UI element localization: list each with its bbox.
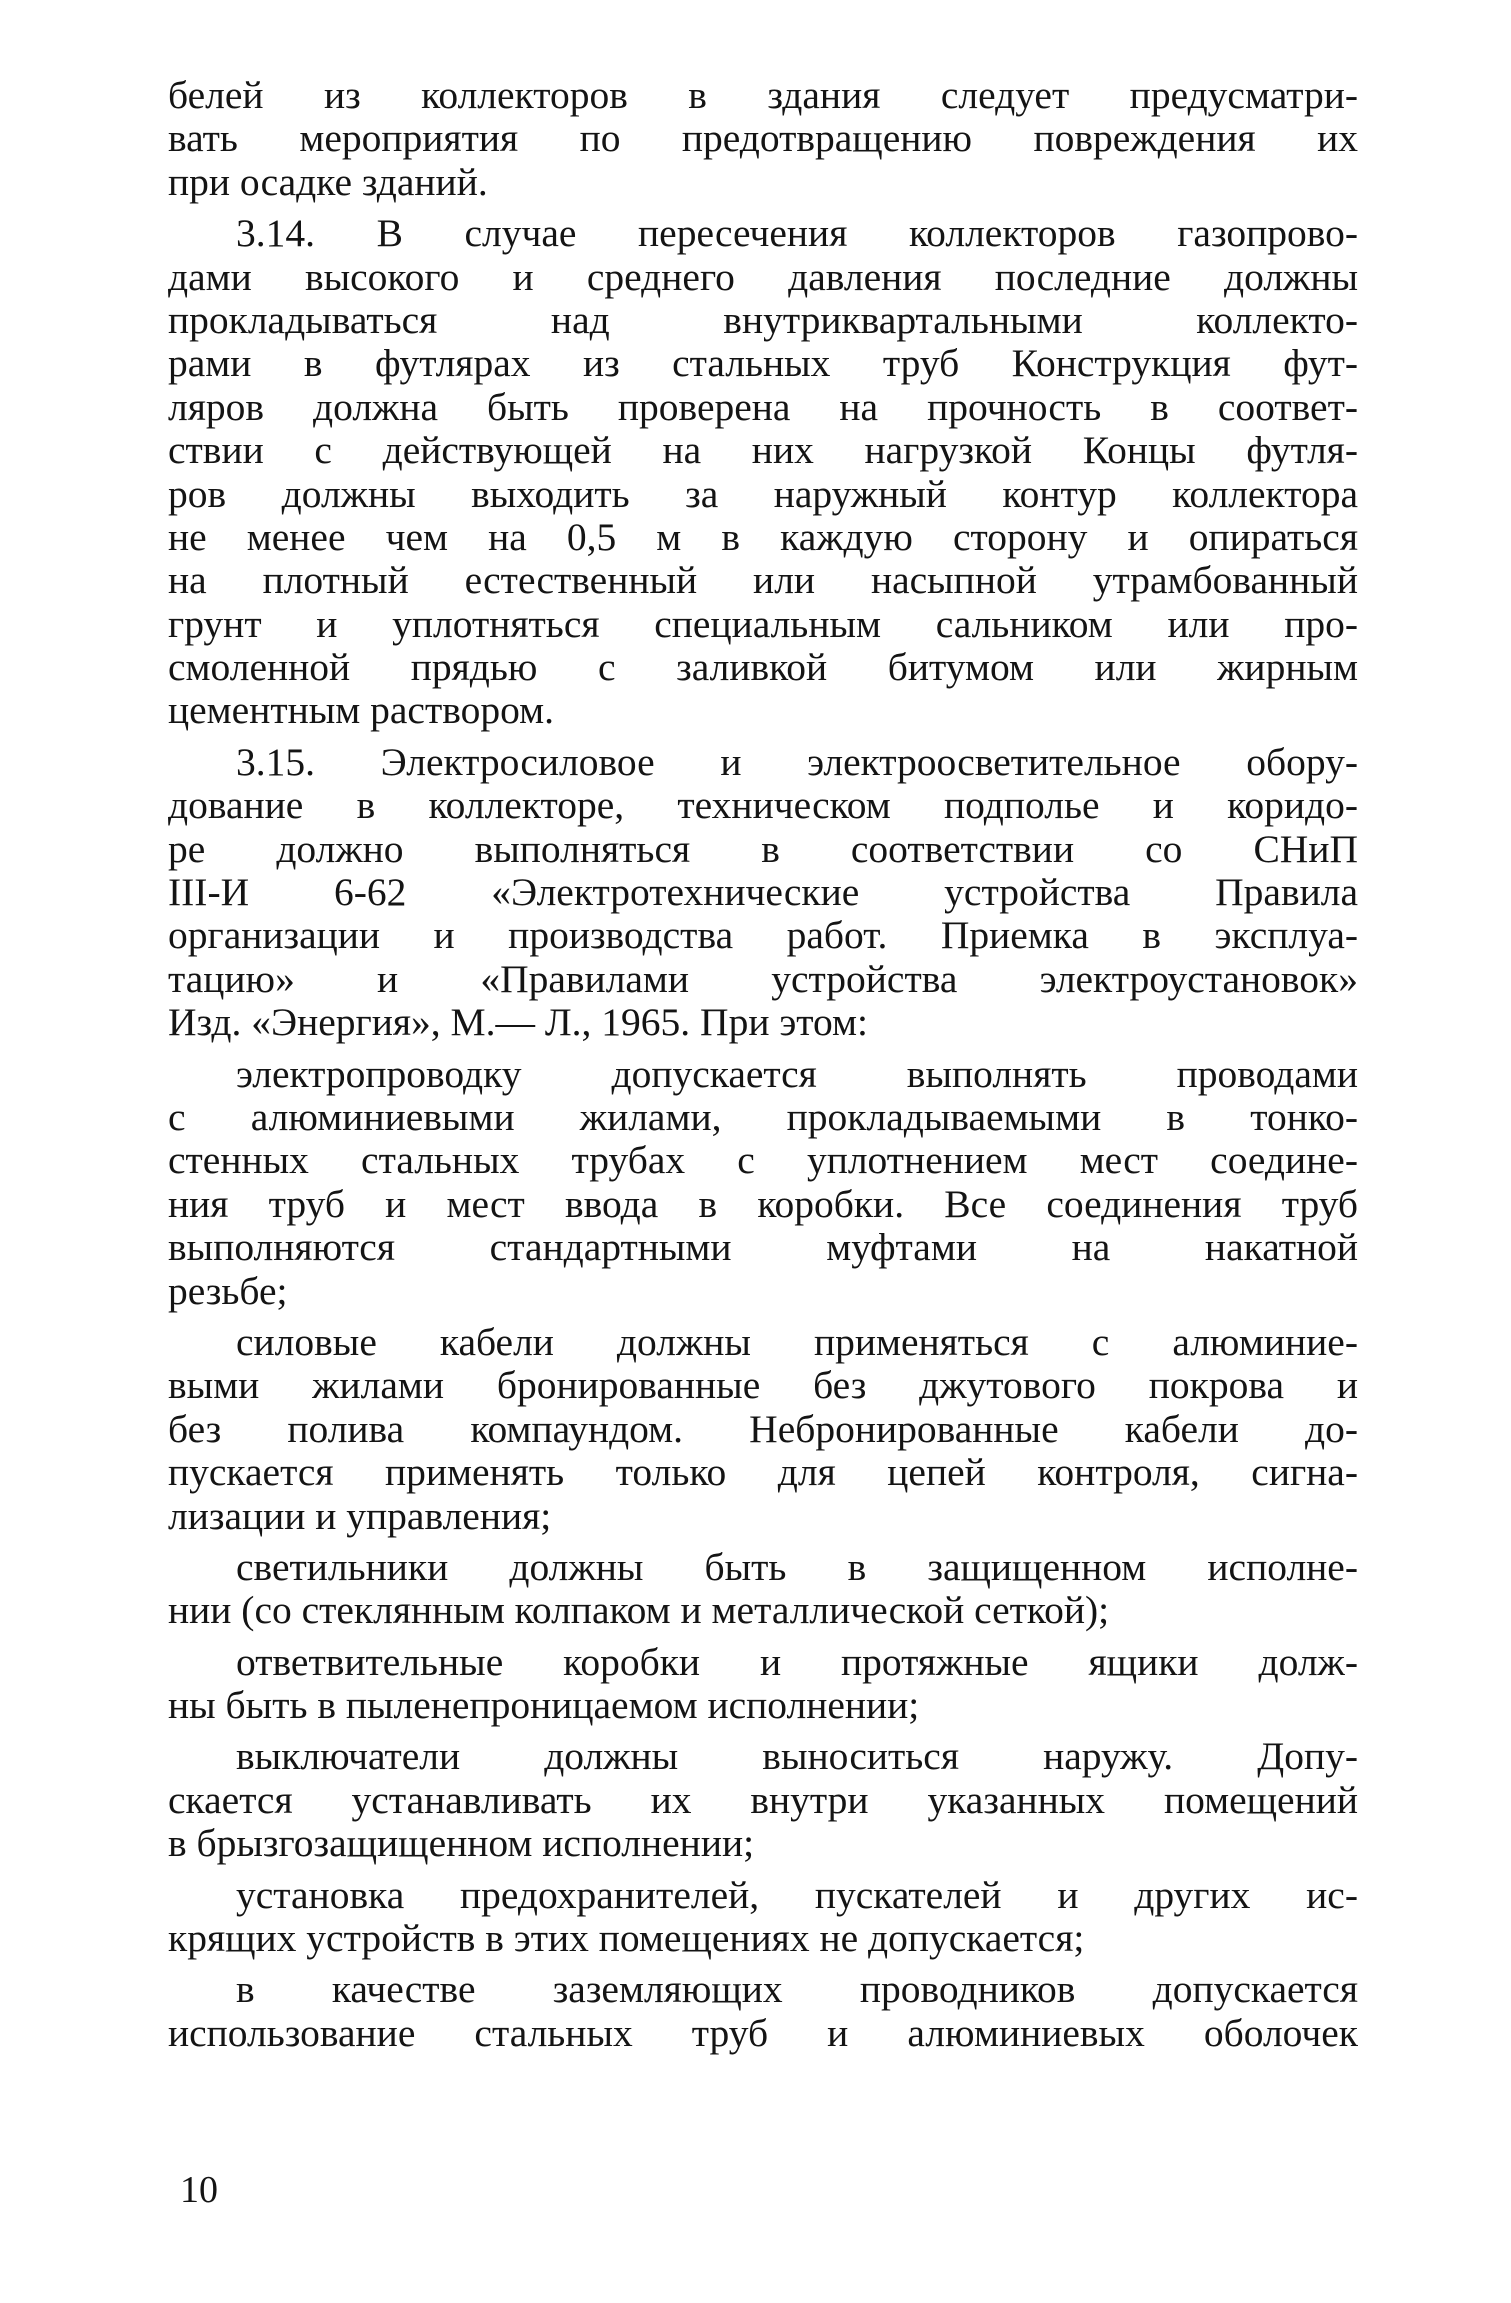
text-line: дование в коллекторе, техническом подполье и коридо- — [168, 783, 1358, 828]
text-line: вать мероприятия по предотвращению повреждения их — [168, 116, 1358, 161]
text-line: выми жилами бронированные без джутового покрова и — [168, 1363, 1358, 1408]
text-line: светильники должны быть в защищенном исполне- — [236, 1544, 1358, 1589]
text-line: ров должны выходить за наружный контур коллектора — [168, 471, 1358, 516]
text-line: цементным раствором. — [168, 688, 554, 733]
section-paragraph — [168, 212, 1358, 733]
page-body-text — [168, 74, 1358, 2055]
text-line: ответвительные коробки и протяжные ящики долж- — [236, 1639, 1358, 1684]
text-line: стенных стальных трубах с уплотнением мест соедине- — [168, 1138, 1358, 1183]
text-line: использование стальных труб и алюминиевых оболочек — [168, 2010, 1358, 2055]
text-line: выполняются стандартными муфтами на накатной — [168, 1225, 1358, 1270]
text-line: крящих устройств в этих помещениях не допускается; — [168, 1916, 1085, 1961]
text-line: резьбе; — [168, 1268, 288, 1313]
text-line: ре должно выполняться в соответствии со СНиП — [168, 826, 1358, 871]
text-line: в качестве заземляющих проводников допускается — [236, 1967, 1358, 2012]
text-line: белей из коллекторов в здания следует предусматри- — [168, 73, 1358, 117]
text-line: смоленной прядью с заливкой битумом или жирным — [168, 645, 1358, 690]
text-line: ны быть в пыленепроницаемом исполнении; — [168, 1683, 920, 1728]
text-line: ляров должна быть проверена на прочность в соответ- — [168, 384, 1358, 429]
paragraph — [168, 74, 1358, 204]
text-line: установка предохранителей, пускателей и других ис- — [236, 1872, 1358, 1917]
text-line: грунт и уплотняться специальным сальником или про- — [168, 601, 1358, 646]
text-line: при осадке зданий. — [168, 159, 488, 204]
text-line: без полива компаундом. Небронированные кабели до- — [168, 1406, 1358, 1451]
text-line: прокладываться над внутриквартальными коллекто- — [168, 297, 1358, 342]
text-line: нии (со стеклянным колпаком и металлической сеткой); — [168, 1588, 1110, 1633]
text-line: скается устанавливать их внутри указанных помещений — [168, 1777, 1358, 1822]
list-item-paragraph — [168, 1735, 1358, 1865]
text-line: ствии с действующей на них нагрузкой Концы футля- — [168, 428, 1358, 473]
text-line: дами высокого и среднего давления последние должны — [168, 254, 1358, 299]
text-line: на плотный естественный или насыпной утрамбованный — [168, 558, 1358, 603]
text-line: Изд. «Энергия», М.— Л., 1965. При этом: — [168, 1000, 869, 1045]
text-line: ния труб и мест ввода в коробки. Все соединения труб — [168, 1181, 1358, 1226]
list-item-paragraph — [168, 1321, 1358, 1538]
text-line: пускается применять только для цепей контроля, сигна- — [168, 1450, 1358, 1495]
text-line: 3.14. В случае пересечения коллекторов газопрово- — [236, 211, 1358, 256]
text-line: в брызгозащищенном исполнении; — [168, 1821, 755, 1866]
text-line: силовые кабели должны применяться с алюминие- — [236, 1319, 1358, 1364]
list-item-paragraph — [168, 1053, 1358, 1313]
list-item-paragraph — [168, 1546, 1358, 1633]
list-item-paragraph — [168, 1968, 1358, 2055]
text-line: 3.15. Электросиловое и электроосветительное обору- — [236, 739, 1358, 784]
text-line: с алюминиевыми жилами, прокладываемыми в тонко- — [168, 1094, 1358, 1139]
page-number: 10 — [180, 2169, 218, 2211]
list-item-paragraph — [168, 1874, 1358, 1961]
section-paragraph — [168, 741, 1358, 1045]
text-line: выключатели должны выноситься наружу. Допу- — [236, 1734, 1358, 1779]
text-line: тацию» и «Правилами устройства электроустановок» — [168, 956, 1358, 1001]
text-line: электропроводку допускается выполнять проводами — [236, 1051, 1358, 1096]
text-line: лизации и управления; — [168, 1493, 552, 1538]
list-item-paragraph — [168, 1641, 1358, 1728]
text-line: организации и производства работ. Приемка в эксплуа- — [168, 913, 1358, 958]
text-line: рами в футлярах из стальных труб Конструкция фут- — [168, 341, 1358, 386]
text-line: III-И 6-62 «Электротехнические устройства Правила — [168, 870, 1358, 915]
text-line: не менее чем на 0,5 м в каждую сторону и опираться — [168, 514, 1358, 559]
